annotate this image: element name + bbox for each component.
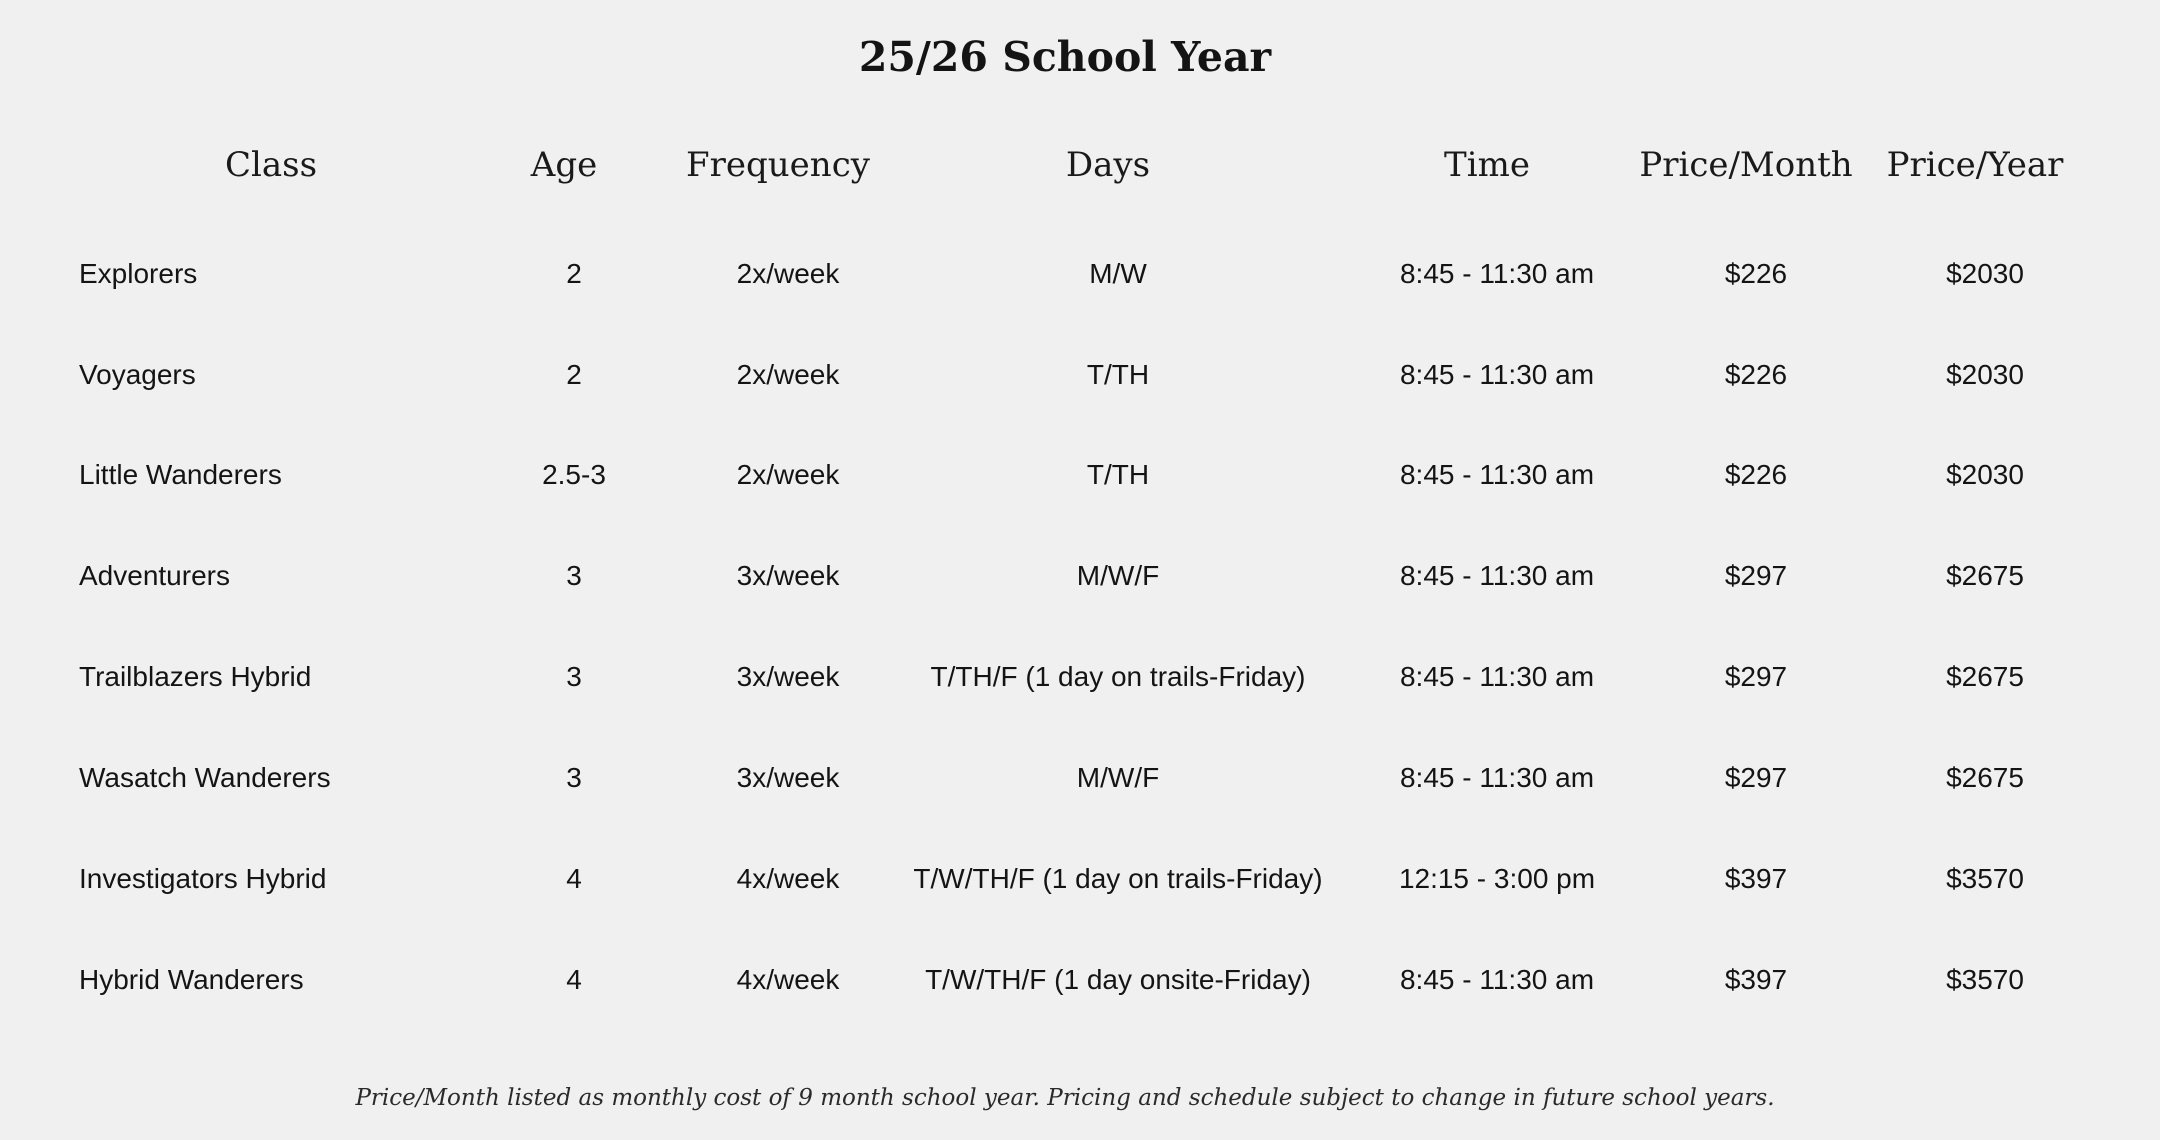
cell-frequency: 3x/week xyxy=(736,661,840,692)
cell-days: M/W/F xyxy=(1076,560,1160,591)
cell-class: Explorers xyxy=(79,258,198,289)
cell-price-month: $226 xyxy=(1724,359,1788,390)
cell-time: 8:45 - 11:30 am xyxy=(1399,459,1595,490)
cell-price-year: $2030 xyxy=(1946,258,2024,289)
cell-price-year: $2675 xyxy=(1946,560,2024,591)
cell-days: M/W xyxy=(1089,258,1147,289)
cell-price-year: $2675 xyxy=(1946,661,2024,692)
cell-frequency: 4x/week xyxy=(736,863,840,894)
cell-days: T/W/TH/F (1 day on trails-Friday) xyxy=(913,863,1323,894)
cell-time: 12:15 - 3:00 pm xyxy=(1398,863,1596,894)
cell-frequency: 3x/week xyxy=(736,762,840,793)
cell-age: 2.5-3 xyxy=(542,459,606,490)
cell-days: M/W/F xyxy=(1076,762,1160,793)
cell-frequency: 2x/week xyxy=(736,258,840,289)
cell-age: 3 xyxy=(566,762,582,793)
cell-price-month: $297 xyxy=(1724,661,1788,692)
cell-age: 3 xyxy=(566,661,582,692)
column-header-age: Age xyxy=(530,145,598,185)
page-title: 25/26 School Year xyxy=(858,33,1272,81)
cell-days: T/TH xyxy=(1086,359,1150,390)
cell-price-month: $297 xyxy=(1724,762,1788,793)
cell-age: 2 xyxy=(566,359,582,390)
cell-time: 8:45 - 11:30 am xyxy=(1399,661,1595,692)
cell-frequency: 4x/week xyxy=(736,964,840,995)
cell-age: 4 xyxy=(566,863,582,894)
cell-frequency: 2x/week xyxy=(736,359,840,390)
column-header-frequency: Frequency xyxy=(686,145,870,185)
cell-time: 8:45 - 11:30 am xyxy=(1399,560,1595,591)
cell-price-month: $226 xyxy=(1724,258,1788,289)
cell-age: 3 xyxy=(566,560,582,591)
cell-price-month: $397 xyxy=(1724,964,1788,995)
cell-class: Trailblazers Hybrid xyxy=(79,661,312,692)
column-header-days: Days xyxy=(1065,145,1151,185)
cell-days: T/W/TH/F (1 day onsite-Friday) xyxy=(925,964,1311,995)
cell-frequency: 2x/week xyxy=(736,459,840,490)
cell-class: Adventurers xyxy=(79,560,230,591)
cell-price-year: $3570 xyxy=(1946,863,2024,894)
cell-class: Voyagers xyxy=(79,359,196,390)
cell-price-year: $2030 xyxy=(1946,359,2024,390)
column-header-price-month: Price/Month xyxy=(1639,145,1853,185)
cell-class: Little Wanderers xyxy=(79,459,282,490)
cell-class: Wasatch Wanderers xyxy=(79,762,331,793)
cell-age: 4 xyxy=(566,964,582,995)
footnote: Price/Month listed as monthly cost of 9 month school year. Pricing and schedule subject to change in future school years. xyxy=(355,1085,1775,1111)
cell-price-month: $226 xyxy=(1724,459,1788,490)
cell-time: 8:45 - 11:30 am xyxy=(1399,359,1595,390)
cell-time: 8:45 - 11:30 am xyxy=(1399,258,1595,289)
column-header-class: Class xyxy=(224,145,318,185)
cell-time: 8:45 - 11:30 am xyxy=(1399,762,1595,793)
cell-frequency: 3x/week xyxy=(736,560,840,591)
cell-class: Hybrid Wanderers xyxy=(79,964,304,995)
cell-days: T/TH xyxy=(1086,459,1150,490)
cell-price-year: $2675 xyxy=(1946,762,2024,793)
cell-price-year: $3570 xyxy=(1946,964,2024,995)
cell-price-month: $397 xyxy=(1724,863,1788,894)
cell-price-year: $2030 xyxy=(1946,459,2024,490)
column-header-price-year: Price/Year xyxy=(1886,145,2064,185)
cell-time: 8:45 - 11:30 am xyxy=(1399,964,1595,995)
cell-age: 2 xyxy=(566,258,582,289)
cell-days: T/TH/F (1 day on trails-Friday) xyxy=(930,661,1306,692)
cell-class: Investigators Hybrid xyxy=(79,863,327,894)
cell-price-month: $297 xyxy=(1724,560,1788,591)
column-header-time: Time xyxy=(1444,145,1530,185)
